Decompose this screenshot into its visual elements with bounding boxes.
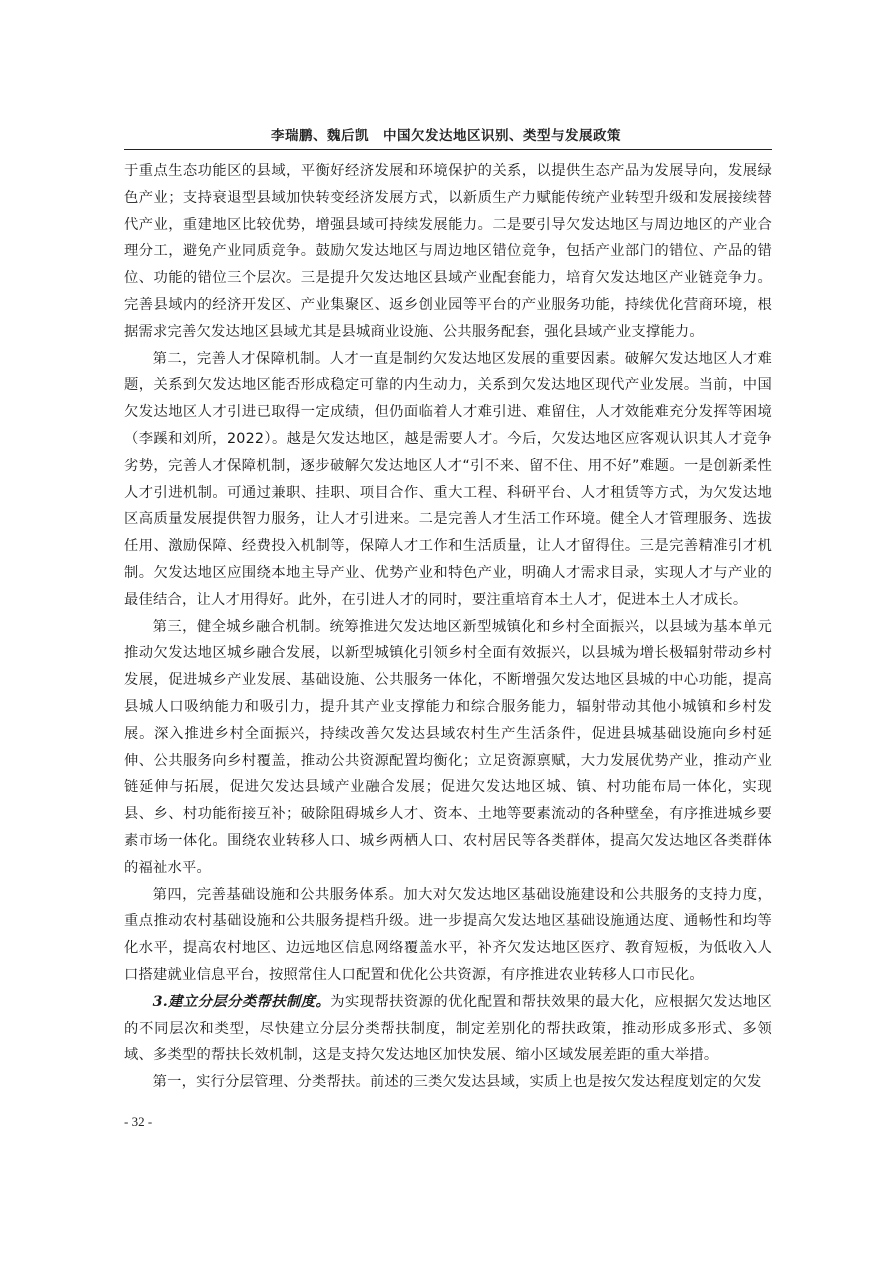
running-head: 李瑞鹏、魏后凯 中国欠发达地区识别、类型与发展政策 xyxy=(271,128,621,144)
section-lead-in: 3.建立分层分类帮扶制度。 xyxy=(152,993,331,1010)
paragraph-tiered-management: 第一，实行分层管理、分类帮扶。前述的三类欠发达县域，实质上也是按欠发达程度划定的欠发 xyxy=(152,1074,762,1091)
paragraph-talent-mechanism: 第二，完善人才保障机制。人才一直是制约欠发达地区发展的重要因素。破解欠发达地区人才难题，关系到欠发达地区能否形成稳定可靠的内生动力，关系到欠发达地区现代产业发展。当前，中国欠发达地区人才引进已取得一定成绩，但仍面临着人才难引进、难留住，人才效能难充分发挥等困境（李蹊和刘所，2022）。越是欠发达地区，越是需要人才。今后，欠发达地区应客观认识其人才竞争劣势，完善人才保障机制，逐步破解欠发达地区人才“引不来、留不住、用不好”难题。一是创新柔性人才引进机制。可通过兼职、挂职、项目合作、重大工程、科研平台、人才租赁等方式，为欠发达地区高质量发展提供智力服务，让人才引进来。二是完善人才生活工作环境。健全人才管理服务、选拔任用、激励保障、经费投入机制等，保障人才工作和生活质量，让人才留得住。三是完善精准引才机制。欠发达地区应围绕本地主导产业、优势产业和特色产业，明确人才需求目录，实现人才与产业的最佳结合，让人才用得好。此外，在引进人才的同时，要注重培育本土人才，促进本土人才成长。 xyxy=(124,350,772,608)
header-rule xyxy=(124,149,772,150)
paragraph-urban-rural-integration: 第三，健全城乡融合机制。统筹推进欠发达地区新型城镇化和乡村全面振兴，以县域为基本单元推动欠发达地区城乡融合发展，以新型城镇化引领乡村全面有效振兴，以县城为增长极辐射带动乡村发展，促进城乡产业发展、基础设施、公共服务一体化，不断增强欠发达地区县城的中心功能，提高县城人口吸纳能力和吸引力，提升其产业支撑能力和综合服务能力，辐射带动其他小城镇和乡村发展。深入推进乡村全面振兴，持续改善欠发达县域农村生产生活条件，促进县城基础设施向乡村延伸、公共服务向乡村覆盖，推动公共资源配置均衡化；立足资源禀赋，大力发展优势产业，推动产业链延伸与拓展，促进欠发达县域产业融合发展；促进欠发达地区城、镇、村功能布局一体化，实现县、乡、村功能衔接互补；破除阻碍城乡人才、资本、土地等要素流动的各种壁垒，有序推进城乡要素市场一体化。围绕农业转移人口、城乡两栖人口、农村居民等各类群体，提高欠发达地区各类群体的福祉水平。 xyxy=(124,618,772,876)
paragraph-infrastructure: 第四，完善基础设施和公共服务体系。加大对欠发达地区基础设施建设和公共服务的支持力度，重点推动农村基础设施和公共服务提档升级。进一步提高欠发达地区基础设施通达度、通畅性和均等化水平，提高农村地区、边远地区信息网络覆盖水平，补齐欠发达地区医疗、教育短板，为低收入人口搭建就业信息平台，按照常住人口配置和优化公共资源，有序推进农业转移人口市民化。 xyxy=(124,886,772,983)
page-number: - 32 - xyxy=(124,1114,153,1129)
section-body: 为实现帮扶资源的优化配置和帮扶效果的最大化，应根据欠发达地区的不同层次和类型，尽快建立分层分类帮扶制度，制定差别化的帮扶政策，推动形成多形式、多领域、多类型的帮扶长效机制，这是支持欠发达地区加快发展、缩小区域发展差距的重大举措。 xyxy=(124,993,773,1064)
paragraph-tiered-assistance xyxy=(124,989,772,1069)
paragraph-continued-industry: 于重点生态功能区的县域，平衡好经济发展和环境保护的关系，以提供生态产品为发展导向，发展绿色产业；支持衰退型县域加快转变经济发展方式，以新质生产力赋能传统产业转型升级和发展接续替代产业，重建地区比较优势，增强县域可持续发展能力。二是要引导欠发达地区与周边地区的产业合理分工，避免产业同质竞争。鼓励欠发达地区与周边地区错位竞争，包括产业部门的错位、产品的错位、功能的错位三个层次。三是提升欠发达地区县域产业配套能力，培育欠发达地区产业链竞争力。完善县域内的经济开发区、产业集聚区、返乡创业园等平台的产业服务功能，持续优化营商环境，根据需求完善欠发达地区县域尤其是县城商业设施、公共服务配套，强化县域产业支撑能力。 xyxy=(124,163,772,340)
body-text xyxy=(124,158,772,1096)
